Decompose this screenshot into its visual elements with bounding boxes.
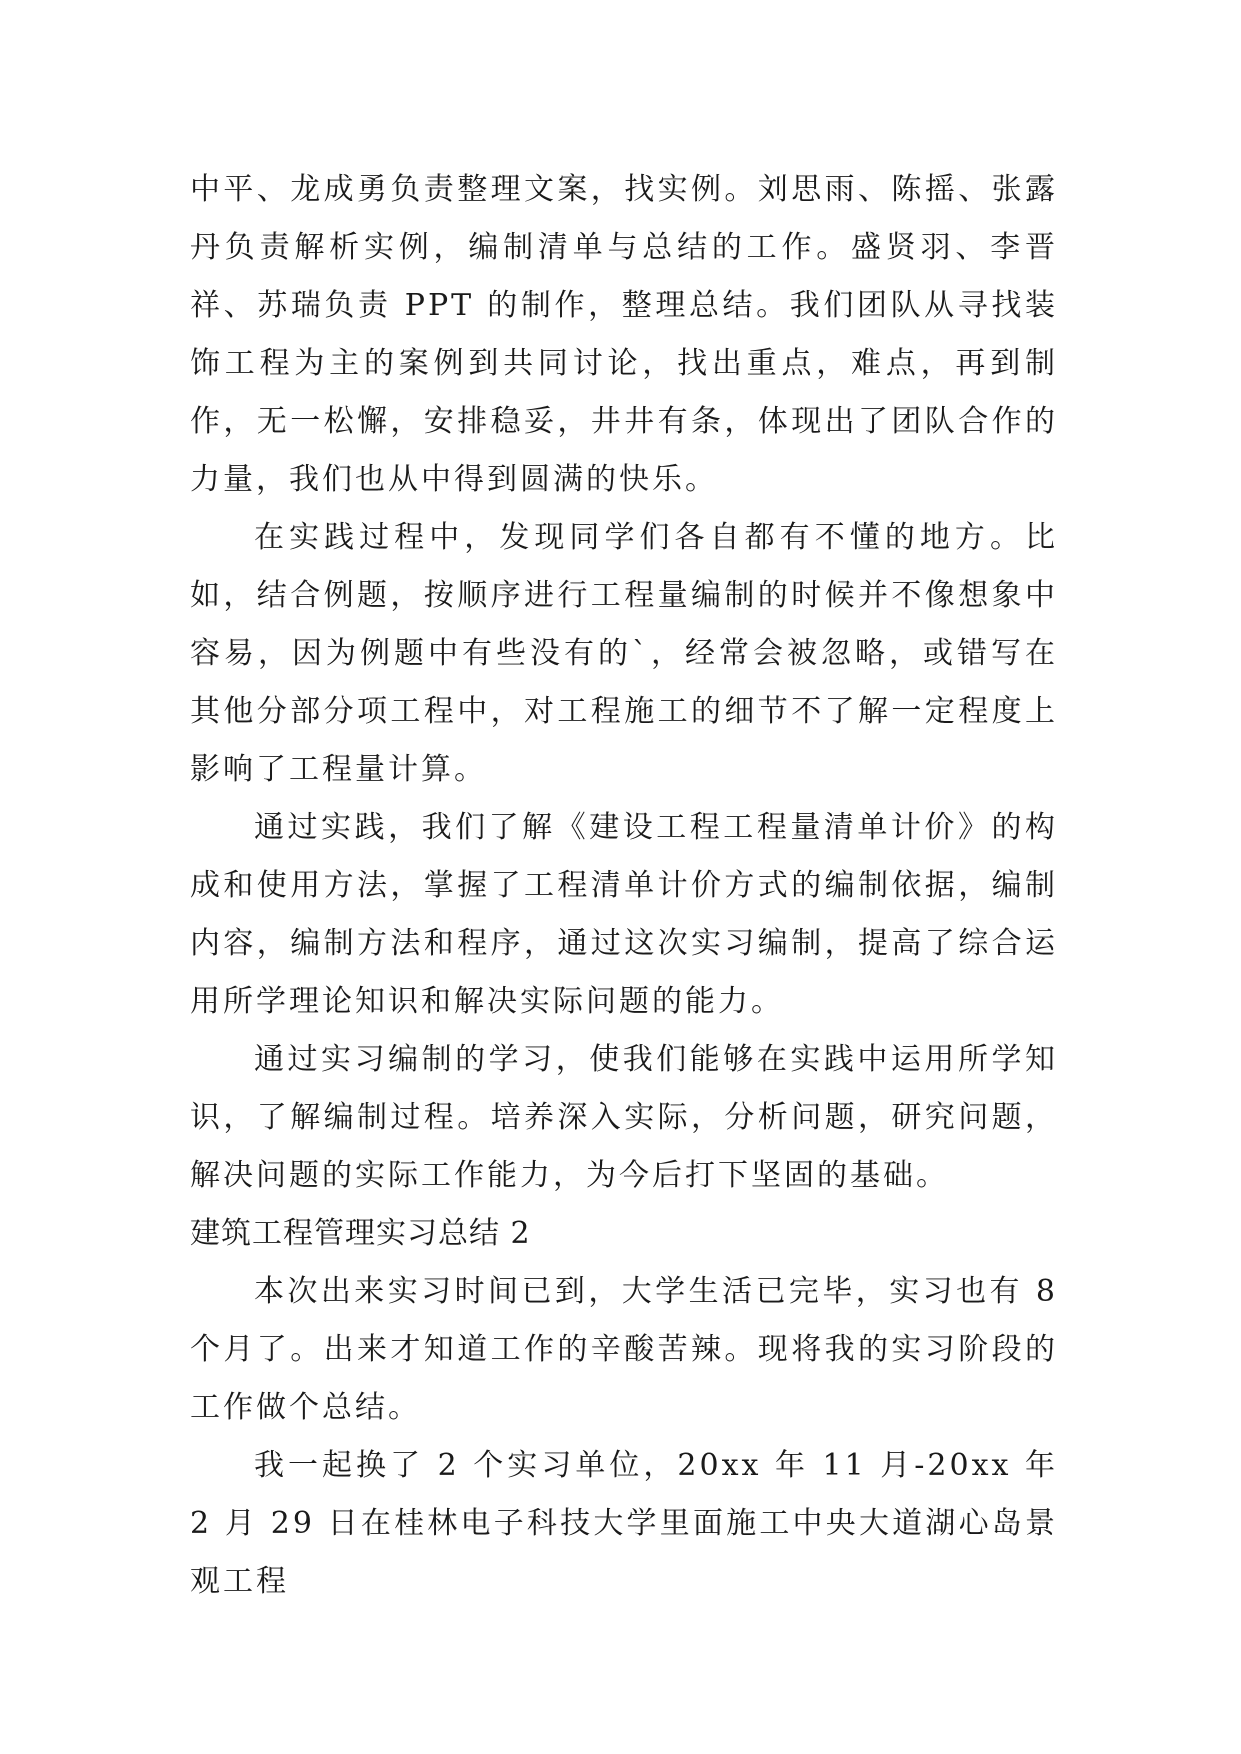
- document-body: [190, 161, 1058, 1611]
- section-heading: 建筑工程管理实习总结 2: [190, 1216, 531, 1251]
- paragraph-1: 中平、龙成勇负责整理文案，找实例。刘思雨、陈摇、张露丹负责解析实例，编制清单与总结的工作。盛贤羽、李晋祥、苏瑞负责 PPT 的制作，整理总结。我们团队从寻找装饰工程为主的案例到共同讨论，找出重点，难点，再到制作，无一松懈，安排稳妥，井井有条，体现出了团队合作的力量，我们也从中得到圆满的快乐。: [190, 172, 1058, 497]
- paragraph-5: 本次出来实习时间已到，大学生活已完毕，实习也有 8 个月了。出来才知道工作的辛酸苦辣。现将我的实习阶段的工作做个总结。: [190, 1274, 1058, 1425]
- paragraph-2: 在实践过程中，发现同学们各自都有不懂的地方。比如，结合例题，按顺序进行工程量编制的时候并不像想象中容易，因为例题中有些没有的`，经常会被忽略，或错写在其他分部分项工程中，对工程施工的细节不了解一定程度上影响了工程量计算。: [190, 520, 1058, 787]
- paragraph-4: 通过实习编制的学习，使我们能够在实践中运用所学知识，了解编制过程。培养深入实际，分析问题，研究问题，解决问题的实际工作能力，为今后打下坚固的基础。: [190, 1042, 1058, 1193]
- paragraph-3: 通过实践，我们了解《建设工程工程量清单计价》的构成和使用方法，掌握了工程清单计价方式的编制依据，编制内容，编制方法和程序，通过这次实习编制，提高了综合运用所学理论知识和解决实际问题的能力。: [190, 810, 1058, 1019]
- paragraph-6: 我一起换了 2 个实习单位，20xx 年 11 月-20xx 年 2 月 29 日在桂林电子科技大学里面施工中央大道湖心岛景观工程: [190, 1448, 1058, 1599]
